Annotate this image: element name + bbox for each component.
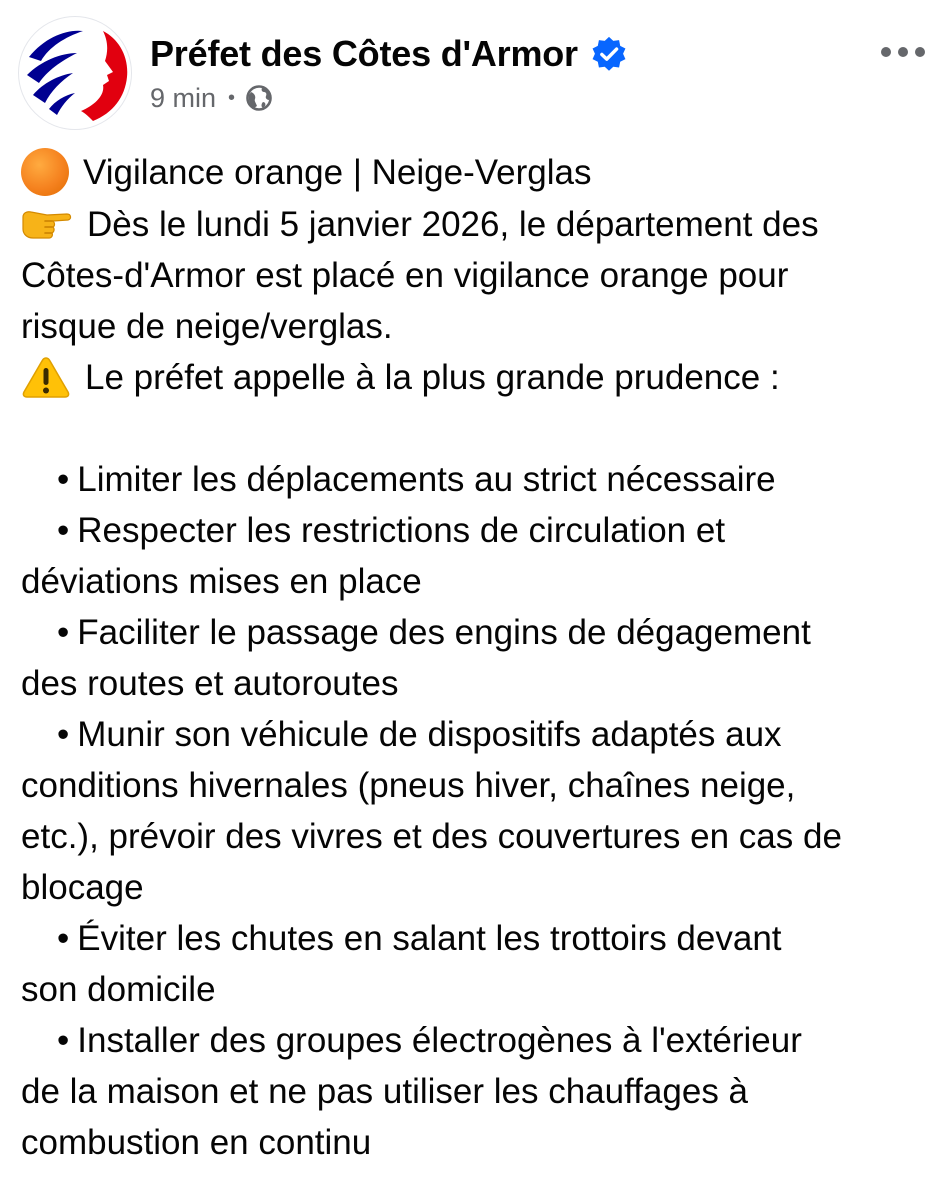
bullet-marker: • xyxy=(57,1020,70,1060)
intro-line xyxy=(21,199,931,250)
meta-separator: • xyxy=(228,86,236,109)
pointing-hand-icon xyxy=(21,207,73,241)
marianne-logo-icon xyxy=(19,17,131,129)
bullet-text: Munir son véhicule de dispositifs adaptés aux xyxy=(77,714,782,754)
page-name[interactable]: Préfet des Côtes d'Armor xyxy=(150,33,578,74)
bullet-text: Faciliter le passage des engins de dégagement xyxy=(77,612,811,652)
page-avatar[interactable] xyxy=(18,16,132,130)
intro-text: Dès le lundi 5 janvier 2026, le département des xyxy=(87,204,819,244)
bullet-list xyxy=(21,454,931,1168)
bullet-item xyxy=(21,913,931,964)
page-name-row xyxy=(150,30,628,78)
bullet-item xyxy=(21,505,931,556)
bullet-item xyxy=(21,607,931,658)
spacer xyxy=(21,403,931,454)
bullet-continuation: combustion en continu xyxy=(21,1122,372,1162)
post-header xyxy=(0,0,945,140)
verified-badge-icon xyxy=(590,35,628,73)
bullet-marker: • xyxy=(57,459,70,499)
intro-line: risque de neige/verglas. xyxy=(21,306,393,346)
bullet-item xyxy=(21,454,931,505)
bullet-item xyxy=(21,1015,931,1066)
post-time[interactable]: 9 min xyxy=(150,82,217,113)
more-options-icon xyxy=(915,47,925,57)
more-options-icon xyxy=(881,47,891,57)
bullet-text: Installer des groupes électrogènes à l'extérieur xyxy=(77,1020,802,1060)
warning-sign-icon xyxy=(21,355,71,399)
warning-text: Le préfet appelle à la plus grande prudence : xyxy=(85,357,780,397)
warning-line xyxy=(21,352,931,403)
intro-line: Côtes-d'Armor est placé en vigilance orange pour xyxy=(21,255,789,295)
bullet-continuation: conditions hivernales (pneus hiver, chaînes neige, xyxy=(21,765,796,805)
bullet-continuation: son domicile xyxy=(21,969,216,1009)
bullet-item xyxy=(21,709,931,760)
orange-circle-icon xyxy=(21,148,69,196)
more-options-icon xyxy=(898,47,908,57)
globe-icon xyxy=(245,84,273,112)
bullet-continuation: blocage xyxy=(21,867,144,907)
post-title-line xyxy=(21,147,931,199)
bullet-continuation: des routes et autoroutes xyxy=(21,663,399,703)
bullet-marker: • xyxy=(57,510,70,550)
bullet-continuation: déviations mises en place xyxy=(21,561,422,601)
more-options-button[interactable] xyxy=(872,32,934,72)
bullet-marker: • xyxy=(57,612,70,652)
post-meta xyxy=(150,80,273,116)
bullet-marker: • xyxy=(57,714,70,754)
bullet-text: Respecter les restrictions de circulation et xyxy=(77,510,726,550)
bullet-marker: • xyxy=(57,918,70,958)
bullet-text: Limiter les déplacements au strict nécessaire xyxy=(77,459,776,499)
bullet-continuation: de la maison et ne pas utiliser les chauffages à xyxy=(21,1071,749,1111)
bullet-continuation: etc.), prévoir des vivres et des couvertures en cas de xyxy=(21,816,842,856)
post-title: Vigilance orange | Neige-Verglas xyxy=(83,153,592,192)
post-body xyxy=(21,147,931,1168)
bullet-text: Éviter les chutes en salant les trottoirs devant xyxy=(77,918,782,958)
